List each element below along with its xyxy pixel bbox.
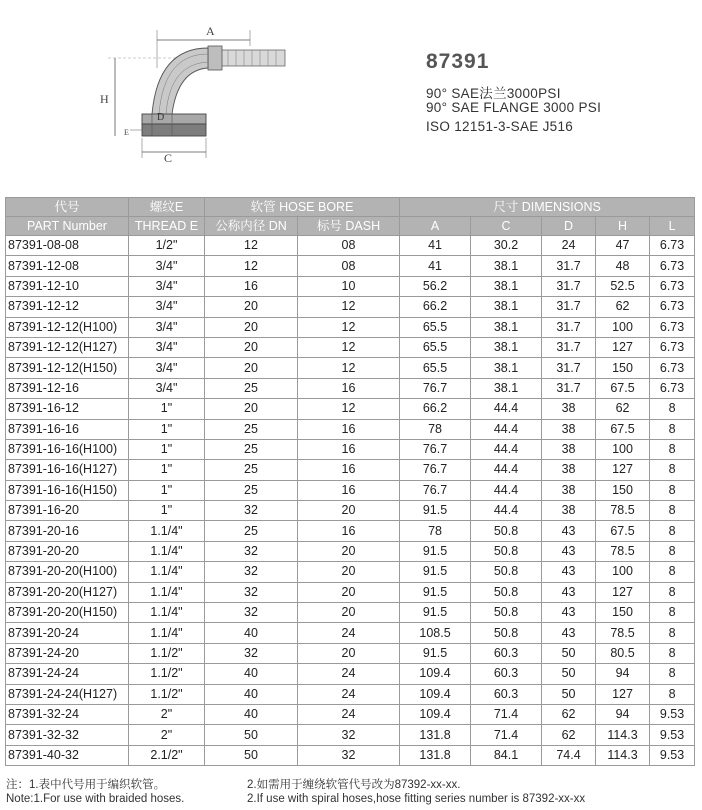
spec-line-3: ISO 12151-3-SAE J516 — [426, 119, 574, 134]
cell-dim-l: 6.73 — [650, 297, 695, 317]
note-en-2: 2.If use with spiral hoses,hose fitting series number is 87392-xx-xx — [247, 793, 586, 805]
cell-dim-c: 38.1 — [471, 297, 542, 317]
cell-dash: 20 — [298, 562, 400, 582]
cell-dim-l: 8 — [650, 480, 695, 500]
dim-e-label: E — [124, 128, 129, 137]
cell-dash: 32 — [298, 725, 400, 745]
cell-dim-a: 78 — [400, 419, 471, 439]
cell-dim-d: 43 — [542, 582, 596, 602]
table-row — [6, 297, 695, 317]
cell-dim-l: 6.73 — [650, 236, 695, 256]
cell-dim-l: 6.73 — [650, 317, 695, 337]
cell-dim-d: 43 — [542, 541, 596, 561]
cell-dn: 32 — [205, 603, 298, 623]
cell-dash: 12 — [298, 337, 400, 357]
cell-dim-h: 100 — [596, 562, 650, 582]
cell-dim-l: 8 — [650, 603, 695, 623]
cell-dn: 20 — [205, 317, 298, 337]
cell-dim-l: 6.73 — [650, 276, 695, 296]
cell-thread: 1" — [129, 399, 205, 419]
cell-dim-h: 150 — [596, 603, 650, 623]
table-row — [6, 562, 695, 582]
cell-dim-d: 38 — [542, 501, 596, 521]
cell-dim-d: 62 — [542, 704, 596, 724]
cell-dim-a: 131.8 — [400, 725, 471, 745]
cell-dim-l: 9.53 — [650, 745, 695, 765]
cell-dim-a: 108.5 — [400, 623, 471, 643]
cell-dim-h: 100 — [596, 439, 650, 459]
cell-part-number: 87391-16-16(H100) — [6, 439, 129, 459]
cell-dim-c: 38.1 — [471, 276, 542, 296]
cell-dim-c: 38.1 — [471, 378, 542, 398]
cell-dn: 40 — [205, 684, 298, 704]
table-row — [6, 623, 695, 643]
table-row — [6, 439, 695, 459]
cell-part-number: 87391-20-20 — [6, 541, 129, 561]
cell-thread: 1.1/4" — [129, 603, 205, 623]
cell-dim-a: 109.4 — [400, 684, 471, 704]
cell-dim-l: 9.53 — [650, 704, 695, 724]
cell-dim-d: 50 — [542, 664, 596, 684]
cell-dim-c: 44.4 — [471, 501, 542, 521]
note-en-1: Note:1.For use with braided hoses. — [6, 793, 185, 805]
cell-part-number: 87391-24-24(H127) — [6, 684, 129, 704]
cell-dim-d: 38 — [542, 480, 596, 500]
product-title: 87391 — [426, 50, 490, 73]
cell-dim-d: 62 — [542, 725, 596, 745]
table-body — [6, 236, 695, 766]
cell-dim-c: 50.8 — [471, 603, 542, 623]
cell-dim-l: 8 — [650, 541, 695, 561]
table-row — [6, 317, 695, 337]
cell-dash: 16 — [298, 419, 400, 439]
cell-dim-a: 41 — [400, 256, 471, 276]
cell-dn: 25 — [205, 480, 298, 500]
cell-dn: 12 — [205, 236, 298, 256]
cell-thread: 1" — [129, 480, 205, 500]
cell-dash: 12 — [298, 297, 400, 317]
cell-dim-l: 8 — [650, 643, 695, 663]
cell-dash: 16 — [298, 480, 400, 500]
table-row — [6, 378, 695, 398]
cell-part-number: 87391-20-24 — [6, 623, 129, 643]
note-cn-2: 2.如需用于缠绕软管代号改为87392-xx-xx. — [247, 779, 461, 791]
cell-thread: 1" — [129, 460, 205, 480]
cell-part-number: 87391-32-32 — [6, 725, 129, 745]
cell-dim-a: 91.5 — [400, 501, 471, 521]
table-row — [6, 521, 695, 541]
cell-dash: 24 — [298, 684, 400, 704]
cell-dim-d: 38 — [542, 419, 596, 439]
cell-dim-a: 76.7 — [400, 480, 471, 500]
cell-dash: 16 — [298, 460, 400, 480]
cell-dash: 20 — [298, 541, 400, 561]
cell-dim-l: 8 — [650, 582, 695, 602]
header-h: H — [596, 217, 650, 236]
cell-dn: 25 — [205, 439, 298, 459]
cell-dash: 24 — [298, 704, 400, 724]
cell-part-number: 87391-24-24 — [6, 664, 129, 684]
cell-dash: 12 — [298, 317, 400, 337]
cell-thread: 3/4" — [129, 256, 205, 276]
cell-thread: 2" — [129, 725, 205, 745]
cell-thread: 1" — [129, 439, 205, 459]
cell-dim-l: 8 — [650, 623, 695, 643]
table-row — [6, 704, 695, 724]
table-row — [6, 276, 695, 296]
table-row — [6, 460, 695, 480]
cell-dim-d: 31.7 — [542, 317, 596, 337]
cell-dn: 25 — [205, 419, 298, 439]
cell-dim-l: 8 — [650, 419, 695, 439]
cell-dn: 25 — [205, 378, 298, 398]
cell-part-number: 87391-16-16(H127) — [6, 460, 129, 480]
cell-dn: 40 — [205, 664, 298, 684]
cell-dn: 20 — [205, 399, 298, 419]
header-hose-bore: 软管 HOSE BORE — [205, 198, 400, 217]
cell-dim-l: 6.73 — [650, 256, 695, 276]
header-dn: 公称内径 DN — [205, 217, 298, 236]
cell-dim-a: 109.4 — [400, 664, 471, 684]
cell-dim-c: 44.4 — [471, 439, 542, 459]
cell-dim-a: 66.2 — [400, 399, 471, 419]
table-row — [6, 480, 695, 500]
cell-part-number: 87391-12-08 — [6, 256, 129, 276]
cell-dash: 10 — [298, 276, 400, 296]
cell-thread: 1.1/2" — [129, 684, 205, 704]
cell-thread: 1" — [129, 419, 205, 439]
cell-part-number: 87391-12-10 — [6, 276, 129, 296]
cell-dim-l: 8 — [650, 399, 695, 419]
cell-thread: 3/4" — [129, 297, 205, 317]
cell-dim-a: 91.5 — [400, 562, 471, 582]
header-c: C — [471, 217, 542, 236]
dimensions-table-wrapper — [5, 197, 694, 766]
cell-dim-d: 43 — [542, 521, 596, 541]
cell-dim-c: 60.3 — [471, 643, 542, 663]
cell-dim-l: 8 — [650, 501, 695, 521]
cell-dim-d: 38 — [542, 399, 596, 419]
cell-dim-h: 150 — [596, 480, 650, 500]
cell-dim-h: 78.5 — [596, 623, 650, 643]
cell-dim-d: 38 — [542, 439, 596, 459]
cell-dim-c: 44.4 — [471, 399, 542, 419]
table-row — [6, 541, 695, 561]
cell-dim-h: 47 — [596, 236, 650, 256]
cell-dim-c: 50.8 — [471, 521, 542, 541]
cell-part-number: 87391-16-20 — [6, 501, 129, 521]
cell-part-number: 87391-12-12(H127) — [6, 337, 129, 357]
cell-dim-d: 74.4 — [542, 745, 596, 765]
cell-thread: 2.1/2" — [129, 745, 205, 765]
cell-dim-c: 38.1 — [471, 317, 542, 337]
cell-dim-d: 31.7 — [542, 337, 596, 357]
cell-dim-d: 24 — [542, 236, 596, 256]
cell-dim-d: 31.7 — [542, 297, 596, 317]
cell-dash: 20 — [298, 582, 400, 602]
cell-dim-c: 30.2 — [471, 236, 542, 256]
cell-dim-l: 8 — [650, 521, 695, 541]
cell-part-number: 87391-24-20 — [6, 643, 129, 663]
cell-thread: 1.1/2" — [129, 664, 205, 684]
cell-dim-d: 38 — [542, 460, 596, 480]
cell-dim-h: 78.5 — [596, 541, 650, 561]
cell-part-number: 87391-20-20(H127) — [6, 582, 129, 602]
cell-dim-d: 31.7 — [542, 358, 596, 378]
cell-dash: 20 — [298, 603, 400, 623]
cell-dim-c: 60.3 — [471, 664, 542, 684]
table-row — [6, 236, 695, 256]
cell-dim-h: 100 — [596, 317, 650, 337]
cell-dim-h: 127 — [596, 684, 650, 704]
cell-dash: 32 — [298, 745, 400, 765]
cell-dim-l: 8 — [650, 439, 695, 459]
cell-dn: 32 — [205, 562, 298, 582]
table-row — [6, 582, 695, 602]
header-dash: 标号 DASH — [298, 217, 400, 236]
cell-dim-c: 44.4 — [471, 419, 542, 439]
cell-part-number: 87391-12-12 — [6, 297, 129, 317]
cell-dim-d: 43 — [542, 562, 596, 582]
cell-dim-h: 78.5 — [596, 501, 650, 521]
cell-part-number: 87391-40-32 — [6, 745, 129, 765]
cell-dim-d: 43 — [542, 603, 596, 623]
table-row — [6, 603, 695, 623]
table-header — [6, 198, 695, 236]
cell-dim-a: 131.8 — [400, 745, 471, 765]
cell-thread: 1.1/4" — [129, 582, 205, 602]
cell-dn: 32 — [205, 643, 298, 663]
cell-dim-c: 50.8 — [471, 541, 542, 561]
cell-part-number: 87391-16-12 — [6, 399, 129, 419]
cell-dim-d: 31.7 — [542, 378, 596, 398]
cell-dim-h: 114.3 — [596, 745, 650, 765]
cell-dash: 24 — [298, 664, 400, 684]
cell-dim-a: 109.4 — [400, 704, 471, 724]
cell-dn: 32 — [205, 501, 298, 521]
cell-dim-h: 62 — [596, 399, 650, 419]
cell-dn: 40 — [205, 623, 298, 643]
cell-dim-a: 41 — [400, 236, 471, 256]
cell-dim-h: 62 — [596, 297, 650, 317]
cell-dash: 16 — [298, 439, 400, 459]
header-dimensions: 尺寸 DIMENSIONS — [400, 198, 695, 217]
table-row — [6, 725, 695, 745]
cell-dim-c: 38.1 — [471, 256, 542, 276]
cell-dash: 12 — [298, 399, 400, 419]
cell-dim-h: 48 — [596, 256, 650, 276]
cell-dn: 20 — [205, 358, 298, 378]
cell-dim-a: 76.7 — [400, 439, 471, 459]
cell-thread: 1/2" — [129, 236, 205, 256]
cell-dash: 20 — [298, 501, 400, 521]
table-row — [6, 664, 695, 684]
header-d: D — [542, 217, 596, 236]
cell-dash: 08 — [298, 256, 400, 276]
cell-dim-a: 65.5 — [400, 317, 471, 337]
cell-dim-l: 6.73 — [650, 358, 695, 378]
cell-dim-l: 8 — [650, 460, 695, 480]
cell-thread: 3/4" — [129, 276, 205, 296]
note-cn-1: 注：1.表中代号用于编织软管。 — [6, 779, 166, 791]
cell-dim-c: 84.1 — [471, 745, 542, 765]
table-row — [6, 399, 695, 419]
cell-dim-l: 8 — [650, 684, 695, 704]
cell-dim-l: 9.53 — [650, 725, 695, 745]
cell-dim-a: 65.5 — [400, 337, 471, 357]
table-row — [6, 419, 695, 439]
cell-dim-a: 91.5 — [400, 603, 471, 623]
cell-thread: 3/4" — [129, 378, 205, 398]
cell-dim-c: 71.4 — [471, 725, 542, 745]
cell-thread: 1" — [129, 501, 205, 521]
cell-dim-a: 76.7 — [400, 460, 471, 480]
cell-dim-d: 43 — [542, 623, 596, 643]
cell-dim-c: 50.8 — [471, 562, 542, 582]
cell-dim-c: 38.1 — [471, 358, 542, 378]
dim-h-label: H — [100, 92, 109, 106]
cell-dim-h: 67.5 — [596, 378, 650, 398]
spec-line-1: 90° SAE法兰3000PSI — [426, 86, 561, 101]
cell-dim-h: 94 — [596, 664, 650, 684]
cell-dim-c: 44.4 — [471, 460, 542, 480]
cell-dim-a: 91.5 — [400, 643, 471, 663]
cell-dim-a: 78 — [400, 521, 471, 541]
cell-thread: 1.1/4" — [129, 541, 205, 561]
cell-dash: 16 — [298, 521, 400, 541]
cell-dim-h: 67.5 — [596, 521, 650, 541]
header-a: A — [400, 217, 471, 236]
dim-a-label: A — [206, 24, 215, 38]
cell-part-number: 87391-16-16 — [6, 419, 129, 439]
dim-d-label: D — [157, 112, 165, 123]
cell-dim-a: 65.5 — [400, 358, 471, 378]
cell-dim-a: 91.5 — [400, 541, 471, 561]
cell-dim-c: 38.1 — [471, 337, 542, 357]
cell-dim-a: 66.2 — [400, 297, 471, 317]
cell-dim-h: 127 — [596, 460, 650, 480]
cell-dim-a: 56.2 — [400, 276, 471, 296]
cell-dash: 20 — [298, 643, 400, 663]
cell-dim-c: 50.8 — [471, 582, 542, 602]
cell-part-number: 87391-12-12(H100) — [6, 317, 129, 337]
cell-dn: 16 — [205, 276, 298, 296]
table-row — [6, 684, 695, 704]
cell-thread: 1.1/4" — [129, 562, 205, 582]
cell-dim-h: 114.3 — [596, 725, 650, 745]
spec-line-2: 90° SAE FLANGE 3000 PSI — [426, 100, 602, 115]
cell-dn: 50 — [205, 745, 298, 765]
table-row — [6, 256, 695, 276]
cell-dim-a: 76.7 — [400, 378, 471, 398]
dimensions-table — [5, 197, 695, 766]
table-row — [6, 358, 695, 378]
cell-dn: 20 — [205, 297, 298, 317]
cell-dim-h: 80.5 — [596, 643, 650, 663]
cell-dim-h: 67.5 — [596, 419, 650, 439]
cell-dim-c: 44.4 — [471, 480, 542, 500]
cell-part-number: 87391-16-16(H150) — [6, 480, 129, 500]
cell-dim-h: 127 — [596, 582, 650, 602]
cell-thread: 1.1/4" — [129, 521, 205, 541]
cell-dash: 08 — [298, 236, 400, 256]
cell-thread: 3/4" — [129, 337, 205, 357]
cell-dn: 25 — [205, 460, 298, 480]
cell-thread: 3/4" — [129, 358, 205, 378]
cell-dim-h: 52.5 — [596, 276, 650, 296]
cell-dim-h: 127 — [596, 337, 650, 357]
cell-dim-d: 50 — [542, 643, 596, 663]
table-row — [6, 337, 695, 357]
cell-part-number: 87391-08-08 — [6, 236, 129, 256]
cell-dn: 12 — [205, 256, 298, 276]
cell-dim-l: 8 — [650, 664, 695, 684]
cell-dash: 24 — [298, 623, 400, 643]
table-row — [6, 643, 695, 663]
cell-dim-h: 94 — [596, 704, 650, 724]
cell-dn: 20 — [205, 337, 298, 357]
cell-part-number: 87391-12-12(H150) — [6, 358, 129, 378]
cell-dim-l: 6.73 — [650, 378, 695, 398]
cell-dim-l: 6.73 — [650, 337, 695, 357]
header-thread-cn: 螺纹E — [129, 198, 205, 217]
cell-part-number: 87391-20-20(H100) — [6, 562, 129, 582]
cell-dim-d: 50 — [542, 684, 596, 704]
cell-dim-l: 8 — [650, 562, 695, 582]
header-thread-en: THREAD E — [129, 217, 205, 236]
fitting-drawing — [60, 18, 290, 168]
cell-thread: 1.1/4" — [129, 623, 205, 643]
cell-dn: 25 — [205, 521, 298, 541]
fitting-drawing-svg — [60, 18, 290, 168]
cell-dim-d: 31.7 — [542, 256, 596, 276]
cell-dn: 50 — [205, 725, 298, 745]
cell-dn: 32 — [205, 582, 298, 602]
header-l: L — [650, 217, 695, 236]
cell-part-number: 87391-12-16 — [6, 378, 129, 398]
cell-dim-d: 31.7 — [542, 276, 596, 296]
table-row — [6, 501, 695, 521]
cell-dim-c: 60.3 — [471, 684, 542, 704]
header-part-en: PART Number — [6, 217, 129, 236]
cell-dn: 40 — [205, 704, 298, 724]
cell-dn: 32 — [205, 541, 298, 561]
cell-dash: 16 — [298, 378, 400, 398]
header-part-cn: 代号 — [6, 198, 129, 217]
cell-dim-h: 150 — [596, 358, 650, 378]
cell-thread: 1.1/2" — [129, 643, 205, 663]
cell-part-number: 87391-20-16 — [6, 521, 129, 541]
cell-dim-c: 50.8 — [471, 623, 542, 643]
cell-dash: 12 — [298, 358, 400, 378]
cell-part-number: 87391-32-24 — [6, 704, 129, 724]
cell-dim-c: 71.4 — [471, 704, 542, 724]
cell-thread: 3/4" — [129, 317, 205, 337]
dim-c-label: C — [164, 151, 173, 165]
cell-part-number: 87391-20-20(H150) — [6, 603, 129, 623]
cell-thread: 2" — [129, 704, 205, 724]
cell-dim-a: 91.5 — [400, 582, 471, 602]
table-row — [6, 745, 695, 765]
